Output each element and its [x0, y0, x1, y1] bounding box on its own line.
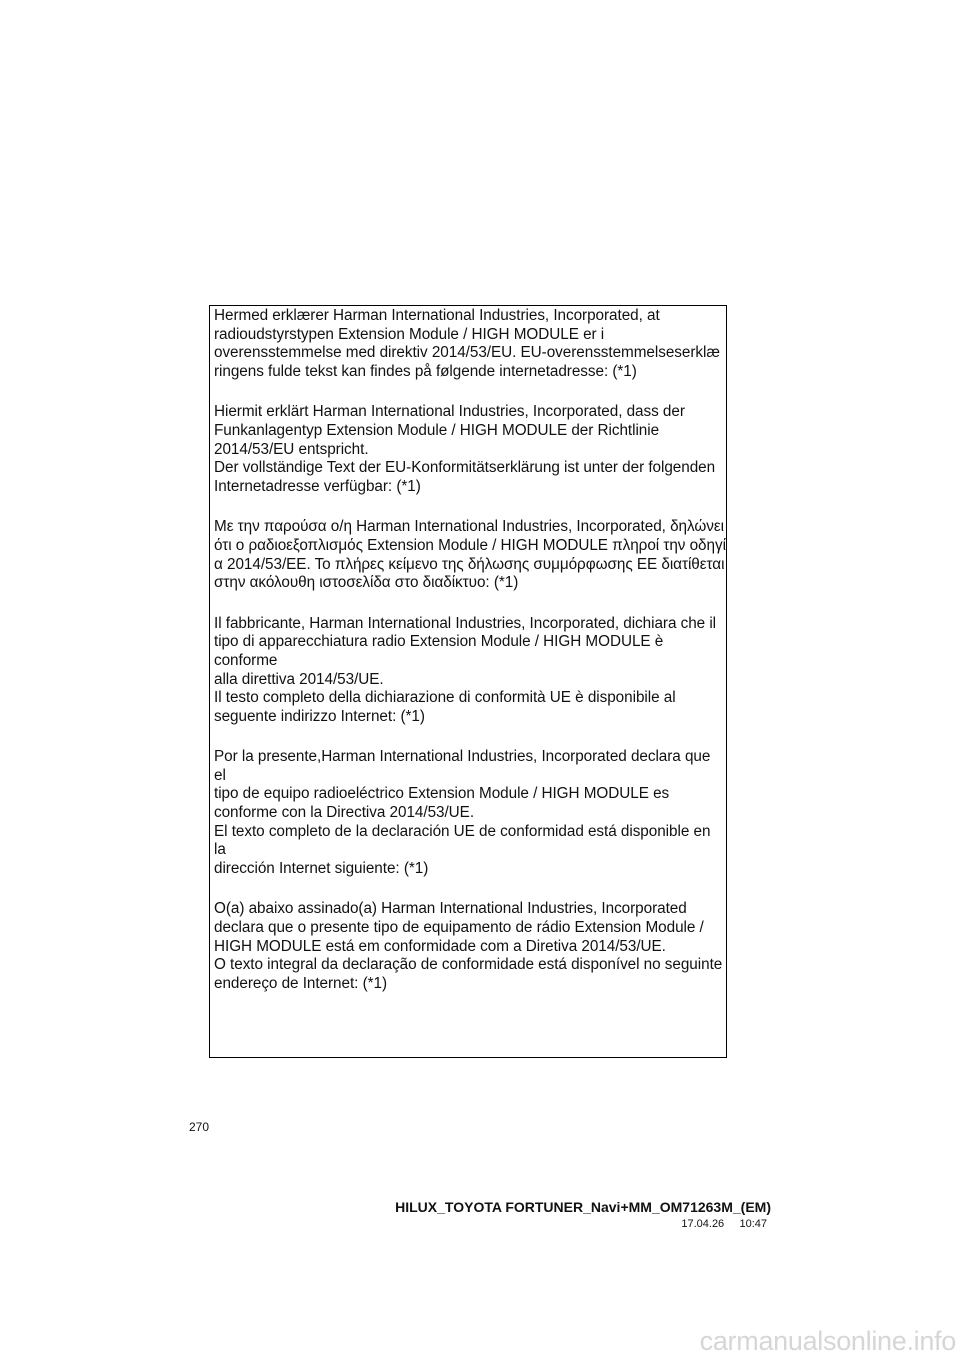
- declaration-portuguese: O(a) abaixo assinado(a) Harman International Industries, Incorporated declara que o presente tipo de equipamento de rádio Extension Module / HIGH MODULE está em conformidade com a Diretiva 2014/53/UE. O texto integral da declaração de conformidade está disponível no seguinte endereço de Internet: (*1): [214, 900, 723, 992]
- declaration-german: Hiermit erklärt Harman International Industries, Incorporated, dass der Funkanlagentyp Extension Module / HIGH MODULE der Richtlinie 2014/53/EU entspricht. Der vollständige Text der EU-Konformitätserklärung ist unter der folgenden Internetadresse verfügbar: (*1): [214, 403, 716, 495]
- footer-timestamp: 17.04.26 10:47: [681, 1218, 767, 1230]
- declaration-greek: Με την παρούσα ο/η Harman International Industries, Incorporated, δηλώνει ότι ο ραδιοεξοπλισμός Extension Module / HIGH MODULE πληροί την οδηγί α 2014/53/ΕΕ. Το πλήρες κείμενο της δήλωσης συμμόρφωσης ΕΕ διατίθεται στην ακόλουθη ιστοσελίδα στο διαδίκτυο: (*1): [214, 518, 726, 592]
- declaration-italian: Il fabbricante, Harman International Industries, Incorporated, dichiara che il tipo di apparecchiatura radio Extension Module / HIGH MODULE è conforme alla direttiva 2014/53/UE. Il testo completo della dichiarazione di conformità UE è disponibile al seguente indirizzo Internet: (*1): [214, 614, 717, 725]
- footer-document-title: HILUX_TOYOTA FORTUNER_Navi+MM_OM71263M_(EM): [395, 1199, 771, 1215]
- declaration-danish: Hermed erklærer Harman International Industries, Incorporated, at radioudstyrstypen Extension Module / HIGH MODULE er i overensstemmelse med direktiv 2014/53/EU. EU-overensstemmelseserklæ ringens fulde tekst kan findes på følgende internetadresse: (*1): [214, 307, 720, 380]
- page-number: 270: [189, 1120, 210, 1134]
- declaration-box: [209, 305, 727, 1058]
- declaration-spanish: Por la presente,Harman International Industries, Incorporated declara que el tipo de equipo radioeléctrico Extension Module / HIGH MODULE es conforme con la Directiva 2014/53/UE. El texto completo de la declaración UE de conformidad está disponible en la dirección Internet siguiente: (*1): [214, 748, 711, 877]
- watermark: carmanualsonline.info: [699, 1326, 956, 1356]
